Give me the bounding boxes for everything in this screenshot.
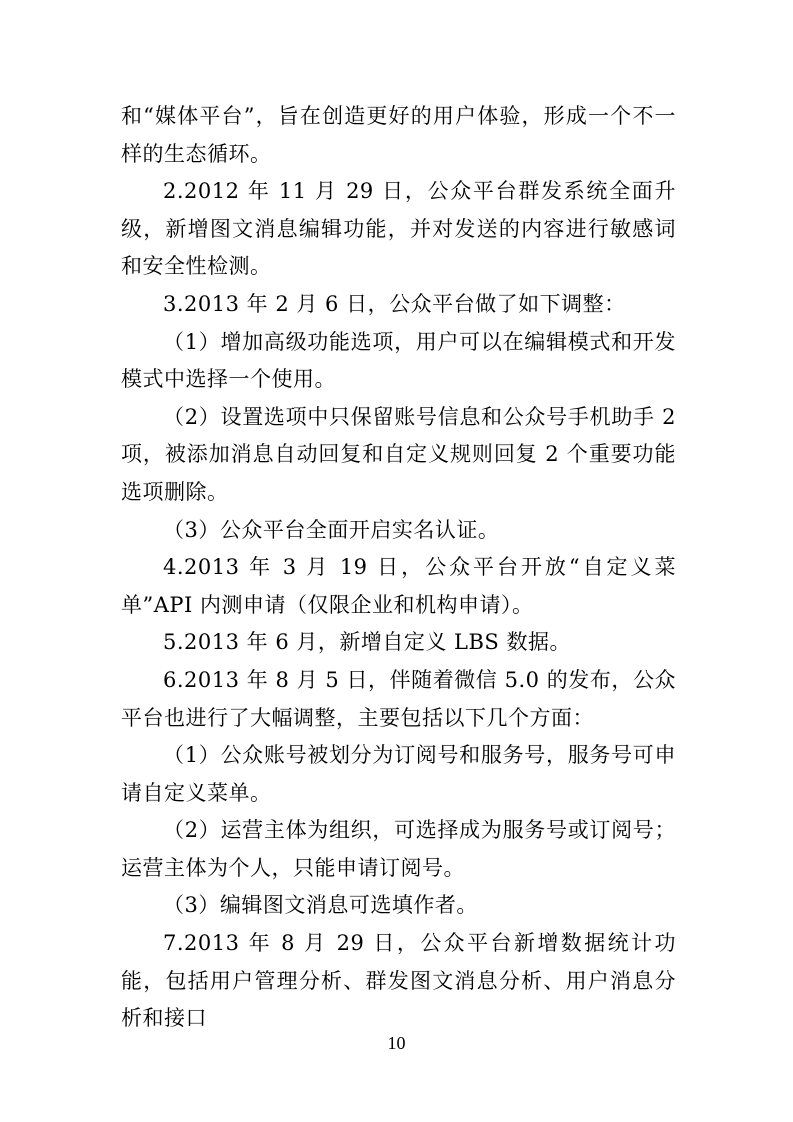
body-text (121, 98, 676, 1038)
paragraph-8: 5.2013 年 6 月，新增自定义 LBS 数据。 (163, 630, 571, 655)
paragraph-2: 2.2012 年 11 月 29 日，公众平台群发系统全面升级，新增图文消息编辑功能，并对发送的内容进行敏感词和安全性检测。 (121, 179, 676, 279)
paragraph-5: （2）设置选项中只保留账号信息和公众号手机助手 2 项，被添加消息自动回复和自定义规则回复 2 个重要功能选项删除。 (121, 404, 676, 504)
paragraph-10: （1）公众账号被划分为订阅号和服务号，服务号可申请自定义菜单。 (121, 743, 676, 805)
paragraph-9: 6.2013 年 8 月 5 日，伴随着微信 5.0 的发布，公众平台也进行了大幅调整，主要包括以下几个方面： (121, 667, 676, 730)
paragraph-1: 和“媒体平台”，旨在创造更好的用户体验，形成一个不一样的生态循环。 (121, 104, 676, 166)
paragraph-7: 4.2013 年 3 月 19 日，公众平台开放“自定义菜单”API 内测申请（仅限企业和机构申请）。 (121, 555, 676, 617)
paragraph-3: 3.2013 年 2 月 6 日，公众平台做了如下调整： (163, 291, 626, 316)
paragraph-13: 7.2013 年 8 月 29 日，公众平台新增数据统计功能，包括用户管理分析、群发图文消息分析、用户消息分析和接口 (121, 931, 676, 1031)
paragraph-12: （3）编辑图文消息可选填作者。 (163, 893, 478, 918)
paragraph-6: （3）公众平台全面开启实名认证。 (163, 517, 500, 542)
paragraph-11: （2）运营主体为组织，可选择成为服务号或订阅号；运营主体为个人，只能申请订阅号。 (121, 818, 676, 880)
page-number: 10 (387, 1033, 406, 1053)
paragraph-4: （1）增加高级功能选项，用户可以在编辑模式和开发模式中选择一个使用。 (121, 329, 676, 392)
